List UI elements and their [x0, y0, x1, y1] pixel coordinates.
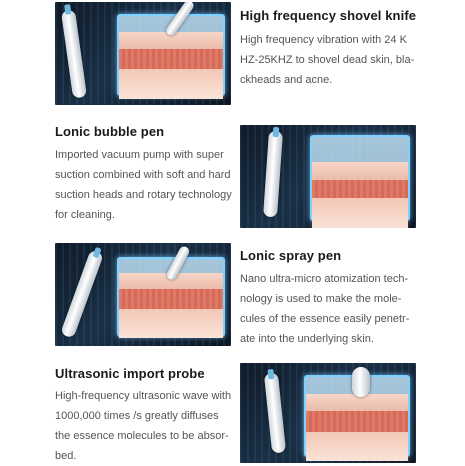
section-title: Lonic spray pen: [240, 248, 342, 263]
section-description: Nano ultra-micro atomization tech- nology is used to make the mole- cules of the essence easily penetr- ate into the underlying skin.: [240, 273, 410, 345]
ultrasonic-probe-product-image: [240, 363, 416, 463]
section-title: Lonic bubble pen: [55, 124, 165, 139]
section-description: Imported vacuum pump with super suction combined with soft and hard suction heads and rotary technology for cleaning.: [55, 149, 232, 221]
section-title: Ultrasonic import probe: [55, 366, 205, 381]
shovel-knife-product-image: [55, 2, 231, 105]
feature-section-ultrasonic-probe: [0, 358, 465, 465]
section-title: High frequency shovel knife: [240, 8, 417, 23]
section-description: High frequency vibration with 24 K HZ-25KHZ to shovel dead skin, bla- ckheads and acne.: [240, 34, 415, 86]
feature-section-shovel-knife: [0, 0, 465, 110]
bubble-pen-product-image: [240, 125, 416, 228]
section-description: High-frequency ultrasonic wave with 1000,000 times /s greatly diffuses the essence molecules to be absor- bed.: [55, 390, 232, 462]
feature-section-bubble-pen: [0, 115, 465, 230]
spray-pen-product-image: [55, 243, 231, 346]
feature-section-spray-pen: [0, 238, 465, 353]
